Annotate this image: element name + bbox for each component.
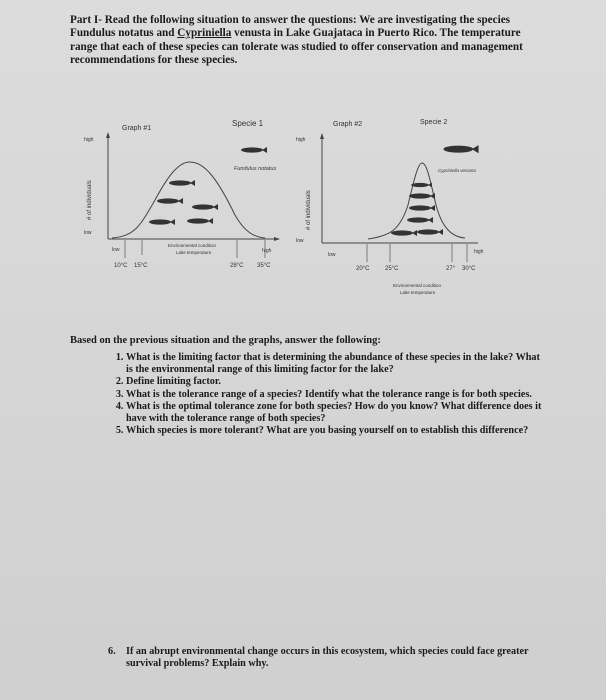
question-6-text: If an abrupt environmental change occurs in this ecosystem, which species could face greater survival problems? Explain why.	[126, 646, 529, 670]
graph2-species-name: Cypriniella venusta	[438, 168, 477, 173]
graph1-y-label: # of individuals	[87, 180, 93, 220]
question-5: 5. Which species is more tolerant? What are you basing yourself on to establish this difference?	[126, 425, 546, 437]
graph2-curve	[368, 163, 465, 239]
graph1-title: Graph #1	[122, 125, 152, 132]
graph1-species-name: Fundulus notatus	[234, 166, 277, 172]
graph2-x-high: high	[474, 249, 484, 255]
graph2-y-label: # of individuals	[306, 190, 312, 230]
graph2-title: Graph #2	[333, 121, 363, 128]
graph-1	[84, 119, 280, 269]
species2-name: Cypriniella	[177, 27, 232, 40]
graph1-y-arrow-icon	[106, 132, 110, 138]
graph1-tick-28c: 28°C	[230, 263, 244, 269]
graph2-y-high: high	[296, 137, 306, 143]
graph2-fish-icons	[391, 145, 479, 236]
graph1-species-label: Specie 1	[232, 119, 264, 128]
graph2-tick-20c: 20°C	[356, 266, 370, 272]
graph1-fish-icons	[149, 147, 267, 225]
graph1-tick-15c: 15°C	[134, 263, 148, 269]
questions-list	[108, 352, 546, 437]
graph2-tick-30c: 30°C	[462, 266, 476, 272]
intro-and: and	[156, 27, 175, 40]
graph1-x-label-2: Lake temperature	[176, 250, 212, 255]
graph1-tick-10c: 10°C	[114, 263, 128, 269]
graph2-x-low: low	[328, 252, 336, 258]
graph-2	[296, 119, 484, 295]
graph1-y-low: low	[84, 230, 92, 236]
graph1-tick-35c: 35°C	[257, 263, 271, 269]
graph2-tick-25c: 25°C	[385, 266, 399, 272]
question-1: 1. What is the limiting factor that is determining the abundance of these species in the lake? What is the environmental range of this limiting factor for the lake?	[126, 352, 546, 376]
graph1-x-low: low	[112, 247, 120, 253]
graph1-x-label-1: Environmental condition	[168, 243, 217, 248]
graph2-y-low: low	[296, 238, 304, 244]
instructions-heading: Based on the previous situation and the graphs, answer the following:	[70, 335, 381, 346]
question-4: 4. What is the optimal tolerance zone for both species? How do you know? What difference does it have with the tolerance range of both species?	[126, 401, 546, 425]
graph2-x-label-1: Environmental condition	[393, 283, 442, 288]
species1-name: Fundulus notatus	[70, 27, 154, 40]
question-3: 3. What is the tolerance range of a species? Identify what the tolerance range is for both species.	[126, 389, 546, 401]
graph2-species-label: Specie 2	[420, 119, 448, 126]
graph1-curve	[112, 162, 265, 238]
question-2: 2. Define limiting factor.	[126, 376, 546, 388]
graph1-y-high: high	[84, 137, 94, 143]
graph1-x-high: high	[262, 248, 272, 254]
question-6-number: 6.	[108, 646, 116, 657]
intro-rest: venusta in Lake Guajataca in Puerto Rico. The temperature range that each of these species can tolerate was studied to offer conservation and management recommendations for these species.	[70, 27, 523, 67]
graph1-x-arrow-icon	[274, 237, 280, 241]
graphs-figure	[0, 0, 606, 330]
graph2-tick-27: 27°	[446, 266, 456, 272]
graph2-x-label-2: Lake temperature	[400, 290, 436, 295]
question-6	[108, 646, 546, 670]
graph2-y-arrow-icon	[320, 133, 324, 139]
intro-part: Part I- Read the following situation to answer the questions: We are investigating the species	[70, 14, 511, 26]
